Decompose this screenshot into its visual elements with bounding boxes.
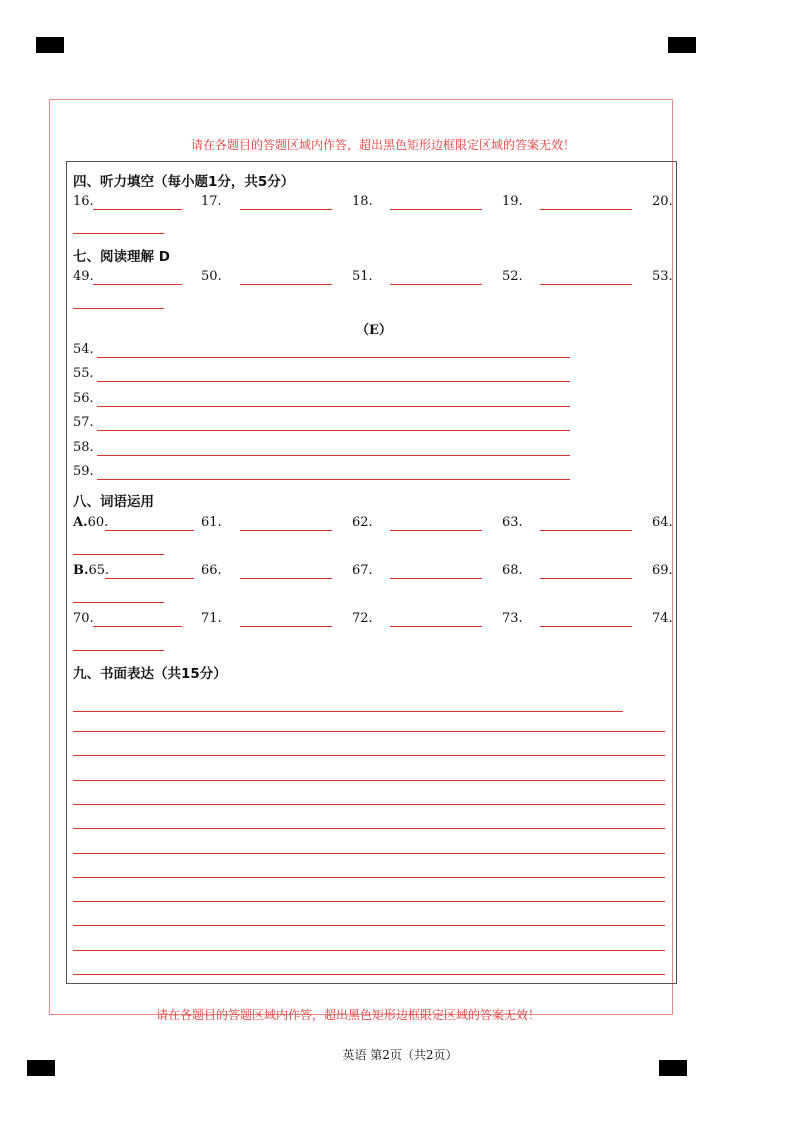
question-number: 74. [652, 611, 673, 626]
writing-line [73, 804, 665, 805]
answer-blank-line [97, 406, 570, 407]
answer-blank-line [390, 284, 482, 285]
answer-blank-line [105, 530, 194, 531]
question-number: 69. [652, 563, 673, 578]
question-number: 59. [73, 464, 94, 479]
answer-blank-line [390, 209, 482, 210]
question-number: 53. [652, 269, 673, 284]
writing-line [73, 877, 665, 878]
question-number [73, 563, 109, 578]
question-number: 58. [73, 439, 94, 455]
answer-blank-line [540, 284, 632, 285]
writing-line [73, 901, 665, 902]
writing-line [73, 950, 665, 951]
question-number: 67. [352, 563, 373, 578]
question-number: 51. [352, 269, 373, 284]
question-number: 20. [652, 194, 673, 209]
answer-blank-line [390, 626, 482, 627]
answer-blank-line [73, 233, 164, 234]
answer-blank-line [73, 554, 164, 555]
question-number: 70. [73, 611, 94, 626]
question-number: 50. [201, 269, 222, 284]
bottom-warning-text: 请在各题目的答题区域内作答，超出黑色矩形边框限定区域的答案无效！ [156, 1008, 541, 1022]
question-number: 62. [352, 515, 373, 530]
question-number-text: 60. [87, 515, 109, 530]
question-number: 61. [201, 515, 222, 530]
answer-blank-line [97, 455, 570, 456]
top-warning-text: 请在各题目的答题区域内作答，超出黑色矩形边框限定区域的答案无效！ [191, 138, 576, 152]
answer-blank-line [540, 209, 632, 210]
question-number: 57. [73, 415, 94, 431]
answer-blank-line [240, 626, 332, 627]
writing-line [73, 925, 665, 926]
question-number: 55. [73, 366, 94, 382]
reading-e-title: （E） [356, 323, 392, 338]
writing-line [73, 711, 623, 712]
question-number: 72. [352, 611, 373, 626]
section-reading-d-title: 七、阅读理解 D [73, 249, 170, 265]
sub-part-label: A. [73, 515, 88, 530]
question-number: 54. [73, 342, 94, 357]
writing-line [73, 853, 665, 854]
answer-blank-line [73, 602, 164, 603]
answer-blank-line [540, 530, 632, 531]
question-number: 63. [502, 515, 523, 530]
writing-line [73, 731, 665, 732]
writing-line [73, 974, 665, 975]
question-number: 19. [502, 194, 523, 209]
answer-blank-line [540, 626, 632, 627]
answer-blank-line [240, 578, 332, 579]
answer-blank-line [390, 530, 482, 531]
question-number: 66. [201, 563, 222, 578]
answer-blank-line [97, 381, 570, 382]
answer-blank-line [97, 357, 570, 358]
answer-blank-line [97, 479, 570, 480]
registration-mark-top-left [36, 37, 64, 53]
question-number: 17. [201, 194, 222, 209]
answer-blank-line [105, 578, 194, 579]
question-number: 49. [73, 269, 94, 284]
answer-blank-line [73, 308, 164, 309]
answer-blank-line [240, 530, 332, 531]
answer-blank-line [93, 284, 182, 285]
answer-blank-line [73, 650, 164, 651]
writing-line [73, 780, 665, 781]
sub-part-label: B. [73, 563, 89, 578]
answer-blank-line [97, 430, 570, 431]
question-number: 73. [502, 611, 523, 626]
answer-blank-line [93, 626, 182, 627]
page-footer: 英语 第2页（共2页） [342, 1048, 458, 1062]
answer-blank-line [240, 284, 332, 285]
section-writing-title: 九、书面表达（共15分） [73, 666, 227, 682]
question-number: 18. [352, 194, 373, 209]
answer-blank-line [390, 578, 482, 579]
question-number [73, 515, 108, 530]
writing-line [73, 828, 665, 829]
answer-blank-line [93, 209, 182, 210]
question-number: 64. [652, 515, 673, 530]
answer-blank-line [240, 209, 332, 210]
question-number: 56. [73, 390, 94, 406]
question-number: 16. [73, 194, 94, 209]
answer-blank-line [540, 578, 632, 579]
question-number: 68. [502, 563, 523, 578]
question-number: 52. [502, 269, 523, 284]
section-vocab-title: 八、词语运用 [73, 494, 154, 510]
question-number: 71. [201, 611, 222, 626]
writing-line [73, 755, 665, 756]
question-number-text: 65. [88, 563, 110, 578]
registration-mark-top-right [668, 37, 696, 53]
section-listening-title: 四、听力填空（每小题1分，共5分） [73, 174, 295, 190]
